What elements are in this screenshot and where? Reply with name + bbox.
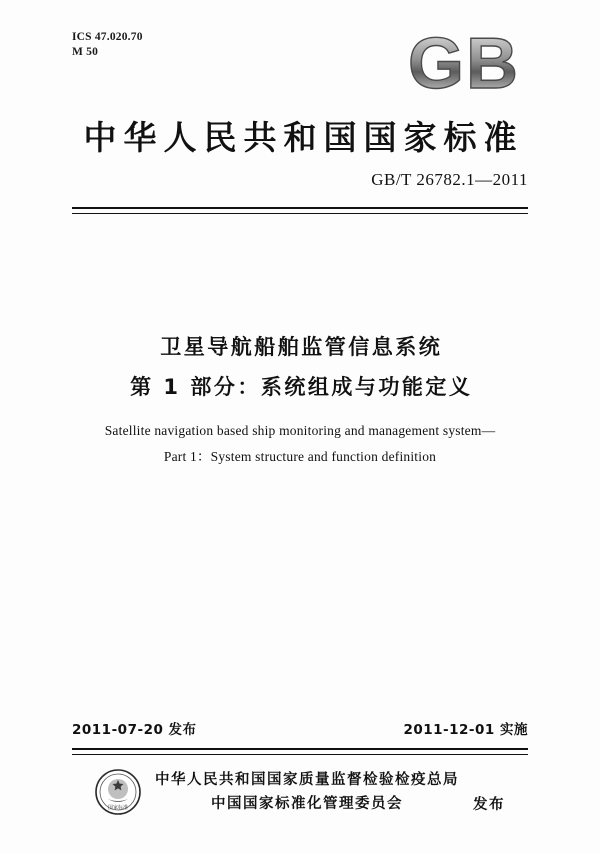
ics-code: ICS 47.020.70 (72, 31, 143, 43)
divider-top-thin (72, 213, 528, 214)
svg-text:国家标准: 国家标准 (107, 805, 129, 811)
ccs-code: M 50 (72, 46, 99, 58)
issue-date: 2011-07-20 发布 (72, 722, 197, 738)
ics-classification-block (72, 30, 143, 60)
svg-text:GB: GB (408, 28, 520, 100)
issuer-line-2: 中国国家标准化管理委员会 (211, 796, 403, 812)
issuer-names (155, 768, 459, 816)
divider-bottom-thin (72, 754, 528, 755)
publish-label: 发布 (473, 797, 505, 813)
implementation-date: 2011-12-01 实施 (403, 722, 528, 738)
divider-top-thick (72, 207, 528, 209)
standard-title-chinese (0, 330, 600, 404)
issuer-line-1: 中华人民共和国国家质量监督检验检疫总局 (155, 772, 459, 788)
national-emblem-icon (95, 769, 141, 815)
page-title: 中华人民共和国国家标准 (83, 118, 524, 157)
standard-title-chinese-line2: 第 1 部分：系统组成与功能定义 (130, 375, 473, 399)
standard-title-english-line2: Part 1：System structure and function definition (163, 449, 437, 464)
date-row (72, 718, 528, 738)
gb-logo (394, 28, 534, 100)
standard-title-chinese-line1: 卫星导航船舶监管信息系统 (160, 335, 443, 359)
standard-title-english-line1: Satellite navigation based ship monitoring and management system— (104, 423, 496, 438)
standard-title-english (0, 418, 600, 470)
standard-number: GB/T 26782.1—2011 (371, 170, 528, 189)
issuer-block (0, 768, 600, 816)
divider-bottom-thick (72, 748, 528, 750)
